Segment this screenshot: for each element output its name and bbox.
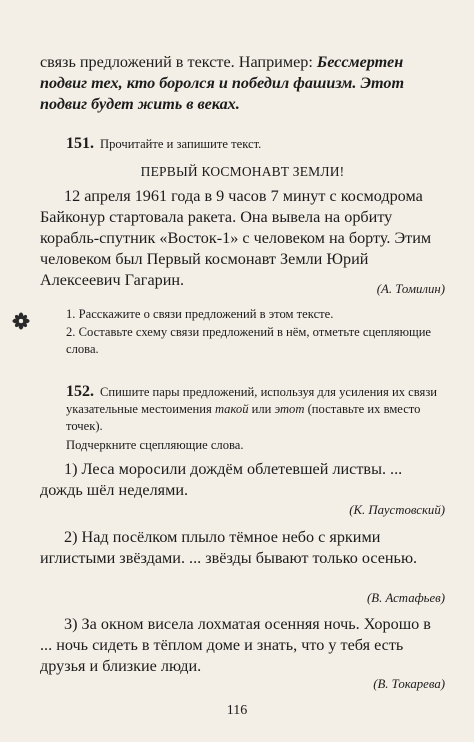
exercise-151-number: 151.	[66, 135, 94, 152]
page-number: 116	[226, 703, 248, 718]
text-title: ПЕРВЫЙ КОСМОНАВТ ЗЕМЛИ!	[140, 164, 345, 179]
exercise-152-instruction-2: Подчеркните сцепляющие слова.	[66, 438, 244, 452]
intro-text: связь предложений в тексте. Например:	[40, 53, 317, 71]
author-astafiev: (В. Астафьев)	[367, 591, 445, 605]
exercise-152-instruction: 152. Спишите пары предложений, используя для усиления их связи указательные местоимения такой или этот (поставьте их вместо точек).	[66, 383, 438, 433]
sentence-2: 2) Над посёлком плыло тёмное небо с яркими иглистыми звёздами. ... звёзды бывают только осенью.	[40, 528, 418, 567]
exercise-151-instruction: Прочитайте и запишите текст.	[100, 137, 262, 151]
word-takoy: такой	[214, 402, 249, 416]
exercise-152-number: 152.	[66, 383, 94, 400]
task-2: 2. Составьте схему связи предложений в нём, отметьте сцепляющие слова.	[66, 325, 432, 356]
intro-paragraph	[40, 52, 445, 115]
sentence-3: 3) За окном висела лохматая осенняя ночь. Хорошо в ... ночь сидеть в тёплом доме и знать, что у тебя есть друзья и близкие люди.	[40, 615, 431, 675]
author-tokareva: (В. Токарева)	[373, 677, 445, 691]
intro-example: Бессмертен подвиг тех, кто боролся и победил фашизм. Этот подвиг будет жить в веках.	[40, 53, 405, 113]
sentence-1: 1) Леса моросили дождём облетевшей листвы. ... дождь шёл неделями.	[40, 460, 403, 499]
flower-icon	[12, 312, 30, 330]
exercise-151-header	[66, 135, 446, 153]
word-etot: этот	[274, 402, 305, 416]
task-1: 1. Расскажите о связи предложений в этом тексте.	[66, 307, 334, 321]
exercise-151-text: 12 апреля 1961 года в 9 часов 7 минут с космодрома Байконур стартовала ракета. Она вывела на орбиту корабль-спутник «Восток-1» с человеком на борту. Этим человеком был Первый космонавт Земли Юрий Алексеевич Гагарин.	[40, 187, 432, 289]
author-tomilin: (А. Томилин)	[376, 282, 445, 296]
author-paustovsky: (К. Паустовский)	[349, 503, 445, 517]
